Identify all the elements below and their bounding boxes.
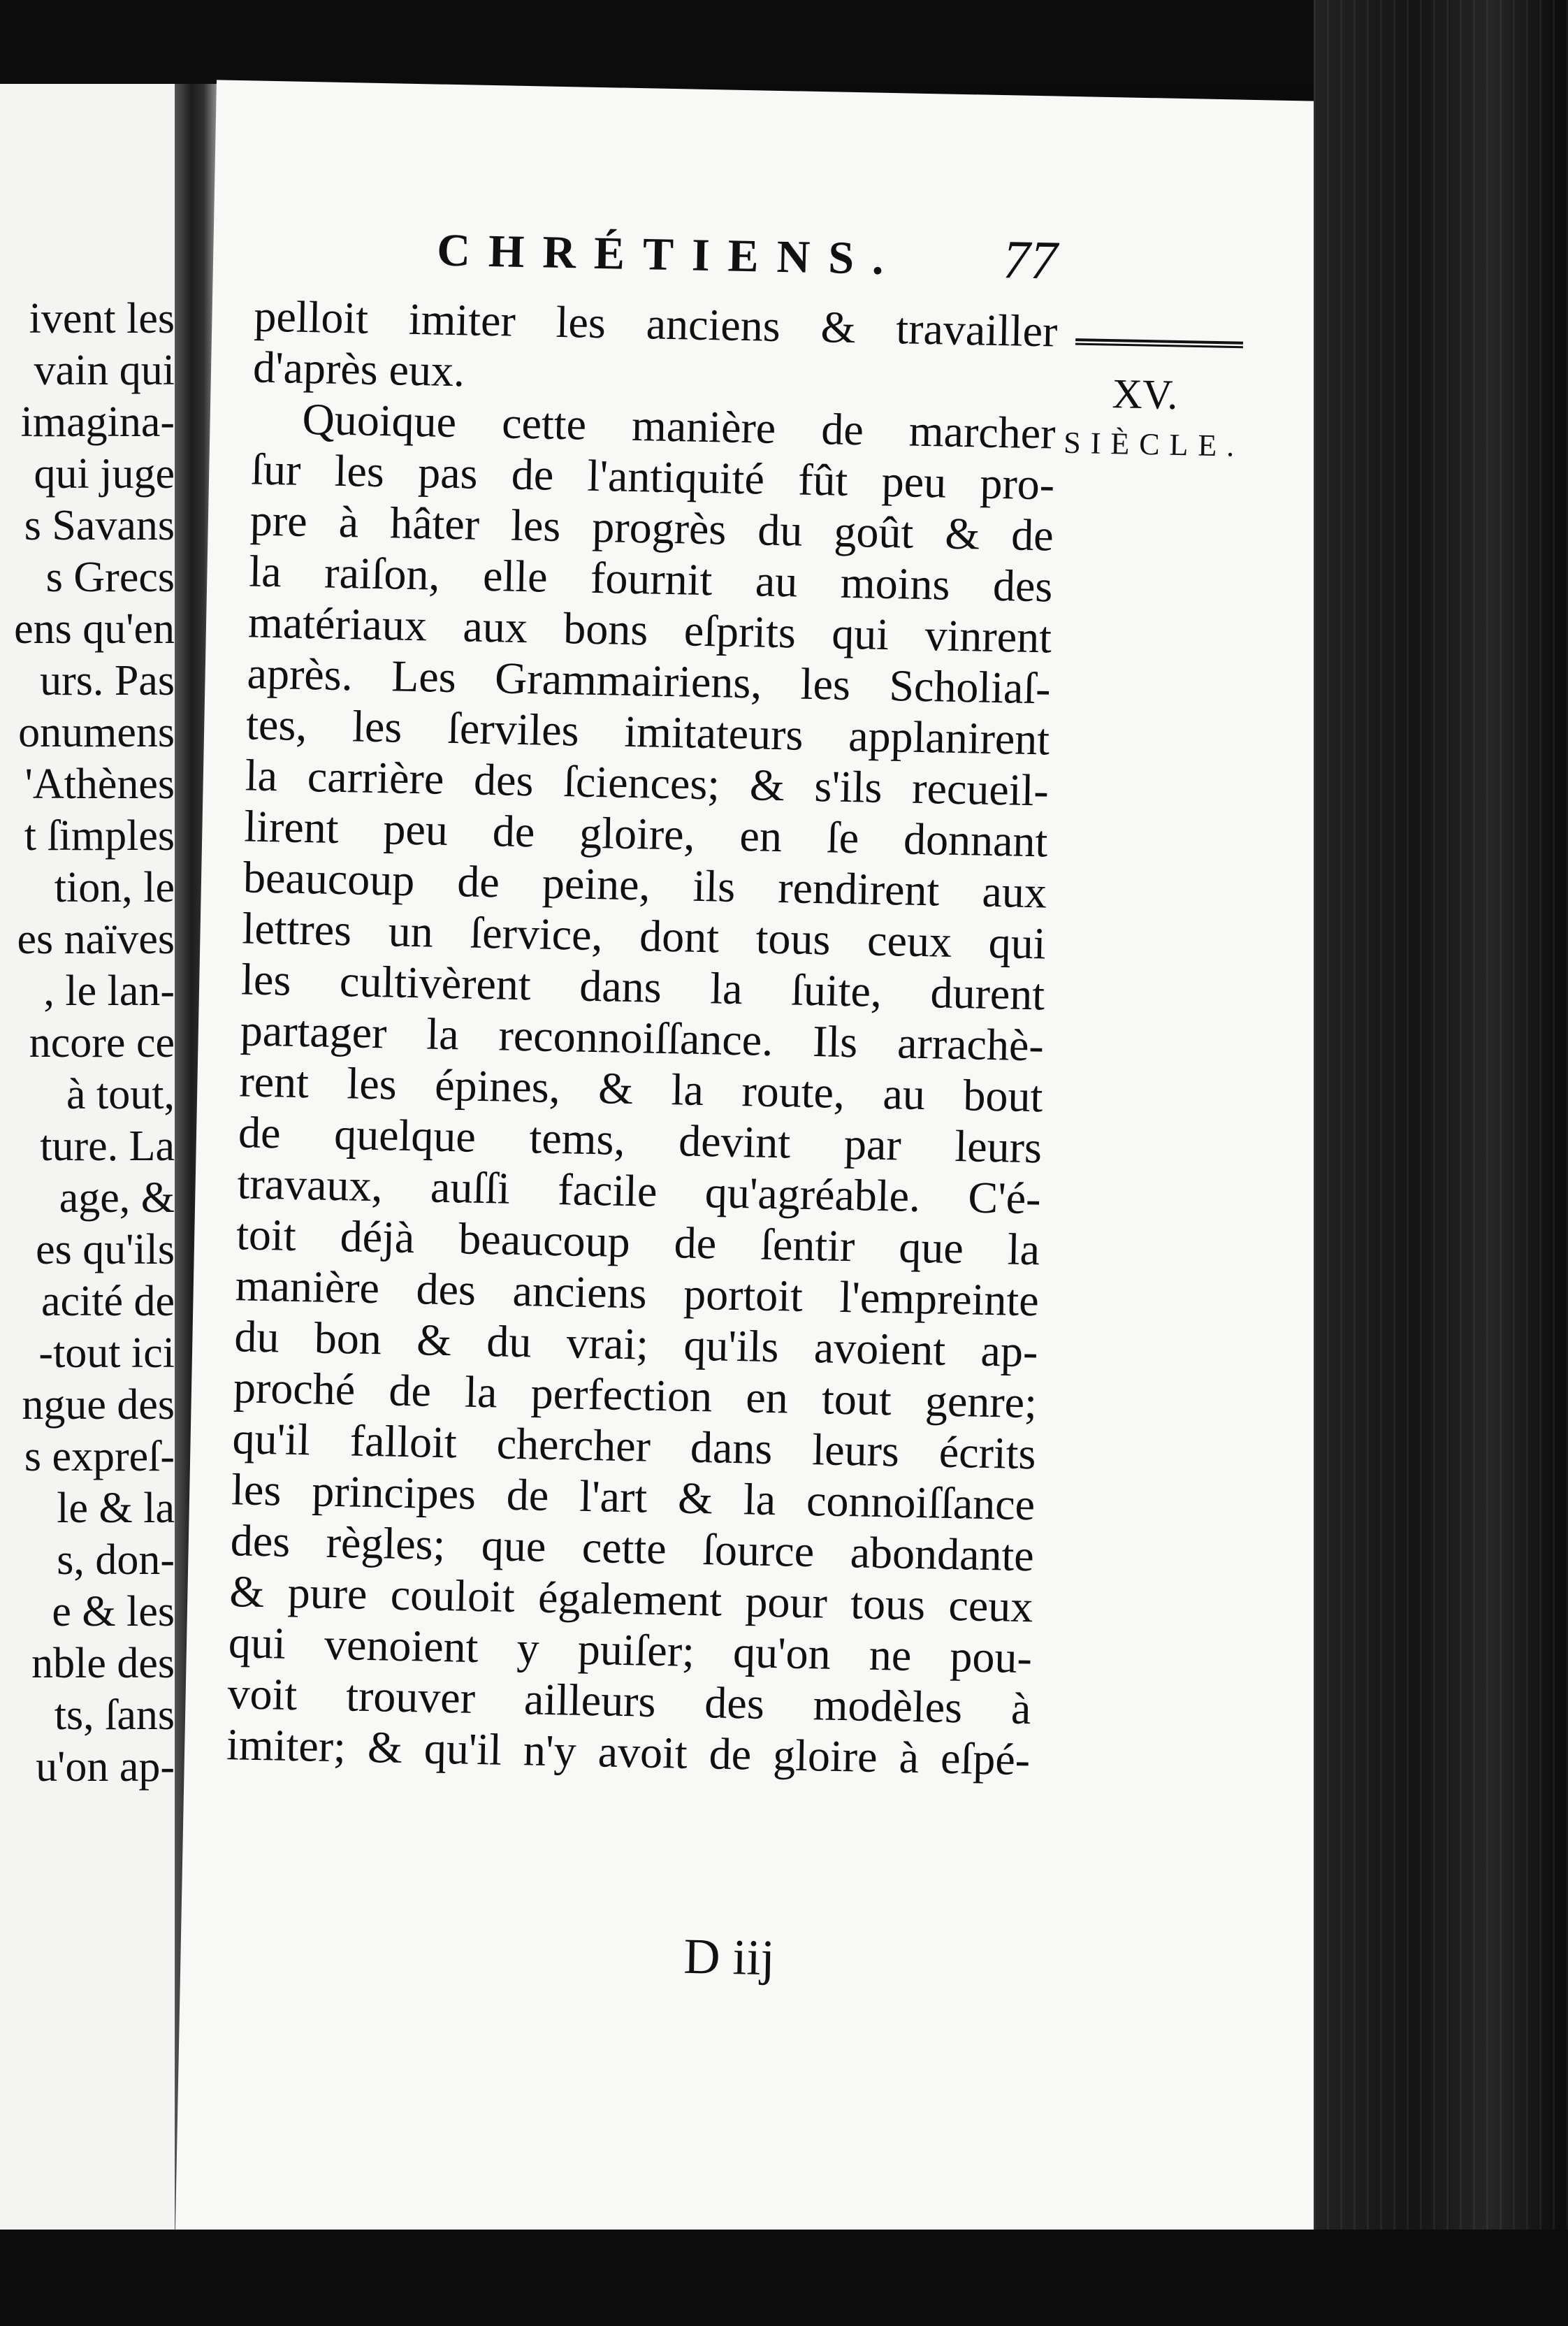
facing-page-line: ngue des <box>22 1381 175 1429</box>
facing-page-line: le & la <box>57 1485 175 1532</box>
scan-bottom-border <box>0 2230 1568 2326</box>
text-line: les cultivèrent dans la ſuite, durent <box>240 954 1045 1020</box>
facing-page-line: es naïves <box>17 916 175 963</box>
facing-page-line: u'on ap- <box>36 1743 175 1791</box>
text-line: de quelque tems, devint par leurs <box>238 1107 1043 1173</box>
text-line: après. Les Grammairiens, les Scholiaſ- <box>247 648 1052 714</box>
facing-page-line: , le lan- <box>43 967 175 1015</box>
margin-note-label: SIÈCLE. <box>1063 425 1244 463</box>
text-line: proché de la perfection en tout genre; <box>233 1362 1038 1428</box>
margin-ornament-rule <box>1075 337 1250 350</box>
facing-page-line: s expreſ- <box>24 1433 175 1480</box>
signature-mark: D iij <box>683 1928 776 1986</box>
facing-page-line: s Savans <box>24 502 175 549</box>
facing-page-line: à tout, <box>66 1071 175 1118</box>
text-line: toit déjà beaucoup de ſentir que la <box>235 1209 1040 1275</box>
facing-page-line: e & les <box>52 1588 175 1635</box>
facing-page-line: vain qui <box>34 347 175 394</box>
facing-page-line: imagina- <box>20 398 175 446</box>
facing-page-line: es qu'ils <box>36 1226 175 1273</box>
main-page <box>175 80 1370 2275</box>
facing-page-line: s, don- <box>57 1536 175 1584</box>
text-line: lirent peu de gloire, en ſe donnant <box>243 801 1048 867</box>
text-line: partager la reconnoiſſance. Ils arrachè- <box>240 1005 1045 1071</box>
text-line: la carrière des ſciences; & s'ils recueil- <box>245 750 1050 816</box>
text-line: la raiſon, elle fournit au moins des <box>248 546 1053 612</box>
facing-page-line: nble des <box>31 1640 175 1687</box>
facing-page-line: qui juge <box>34 450 175 498</box>
text-line: pre à hâter les progrès du goût & de <box>249 495 1054 561</box>
facing-page-line: urs. Pas <box>40 657 175 705</box>
facing-page-line: age, & <box>59 1174 175 1222</box>
text-line: Quoique cette manière de marcher <box>302 393 1057 458</box>
text-line: qu'il falloit chercher dans leurs écrits <box>232 1413 1037 1479</box>
facing-page-line: -tout ici <box>38 1329 175 1377</box>
text-line: travaux, auſſi facile qu'agréable. C'é- <box>237 1158 1042 1224</box>
facing-page-line: onumens <box>18 709 175 756</box>
text-line: beaucoup de peine, ils rendirent aux <box>242 852 1047 918</box>
text-line: matériaux aux bons eſprits qui vinrent <box>247 597 1052 663</box>
facing-page-line: s Grecs <box>45 554 175 601</box>
text-line: lettres un ſervice, dont tous ceux qui <box>242 903 1047 969</box>
margin-note-century: XV. <box>1111 370 1179 418</box>
body-text <box>226 291 1058 1786</box>
text-line: les principes de l'art & la connoiſſance <box>231 1464 1036 1530</box>
text-line: imiter; & qu'il n'y avoit de gloire à eſpé- <box>226 1719 1031 1785</box>
text-line: manière des anciens portoit l'empreinte <box>235 1260 1040 1326</box>
text-line: voit trouver ailleurs des modèles à <box>227 1668 1032 1734</box>
text-line: tes, les ſerviles imitateurs applanirent <box>245 699 1050 765</box>
facing-page-line: ture. La <box>40 1122 175 1170</box>
page-number: 77 <box>1002 229 1059 291</box>
text-line: & pure couloit également pour tous ceux <box>228 1566 1033 1632</box>
facing-page-line: acité de <box>41 1278 175 1325</box>
text-line: du bon & du vrai; qu'ils avoient ap- <box>233 1311 1038 1377</box>
facing-page-line: ts, ſans <box>54 1691 175 1739</box>
text-line: ſur les pas de l'antiquité fût peu pro- <box>250 444 1055 510</box>
text-line: des règles; que cette ſource abondante <box>230 1515 1035 1581</box>
facing-page-line: t ſimples <box>24 812 175 860</box>
text-line: d'après eux. <box>252 342 465 396</box>
text-line: qui venoient y puiſer; qu'on ne pou- <box>228 1617 1033 1683</box>
facing-page-line: 'Athènes <box>24 760 175 808</box>
facing-page-line: tion, le <box>54 864 175 911</box>
scan-right-border <box>1314 0 1568 2326</box>
facing-page-line: ens qu'en <box>14 605 175 653</box>
text-line: pelloit imiter les anciens & travailler <box>253 291 1059 356</box>
facing-page-line: ncore ce <box>29 1019 175 1067</box>
facing-page-line: ivent les <box>29 295 175 342</box>
text-line: rent les épines, & la route, au bout <box>238 1056 1043 1122</box>
facing-page-fragment <box>0 84 183 2230</box>
running-head: CHRÉTIENS. <box>436 224 903 285</box>
